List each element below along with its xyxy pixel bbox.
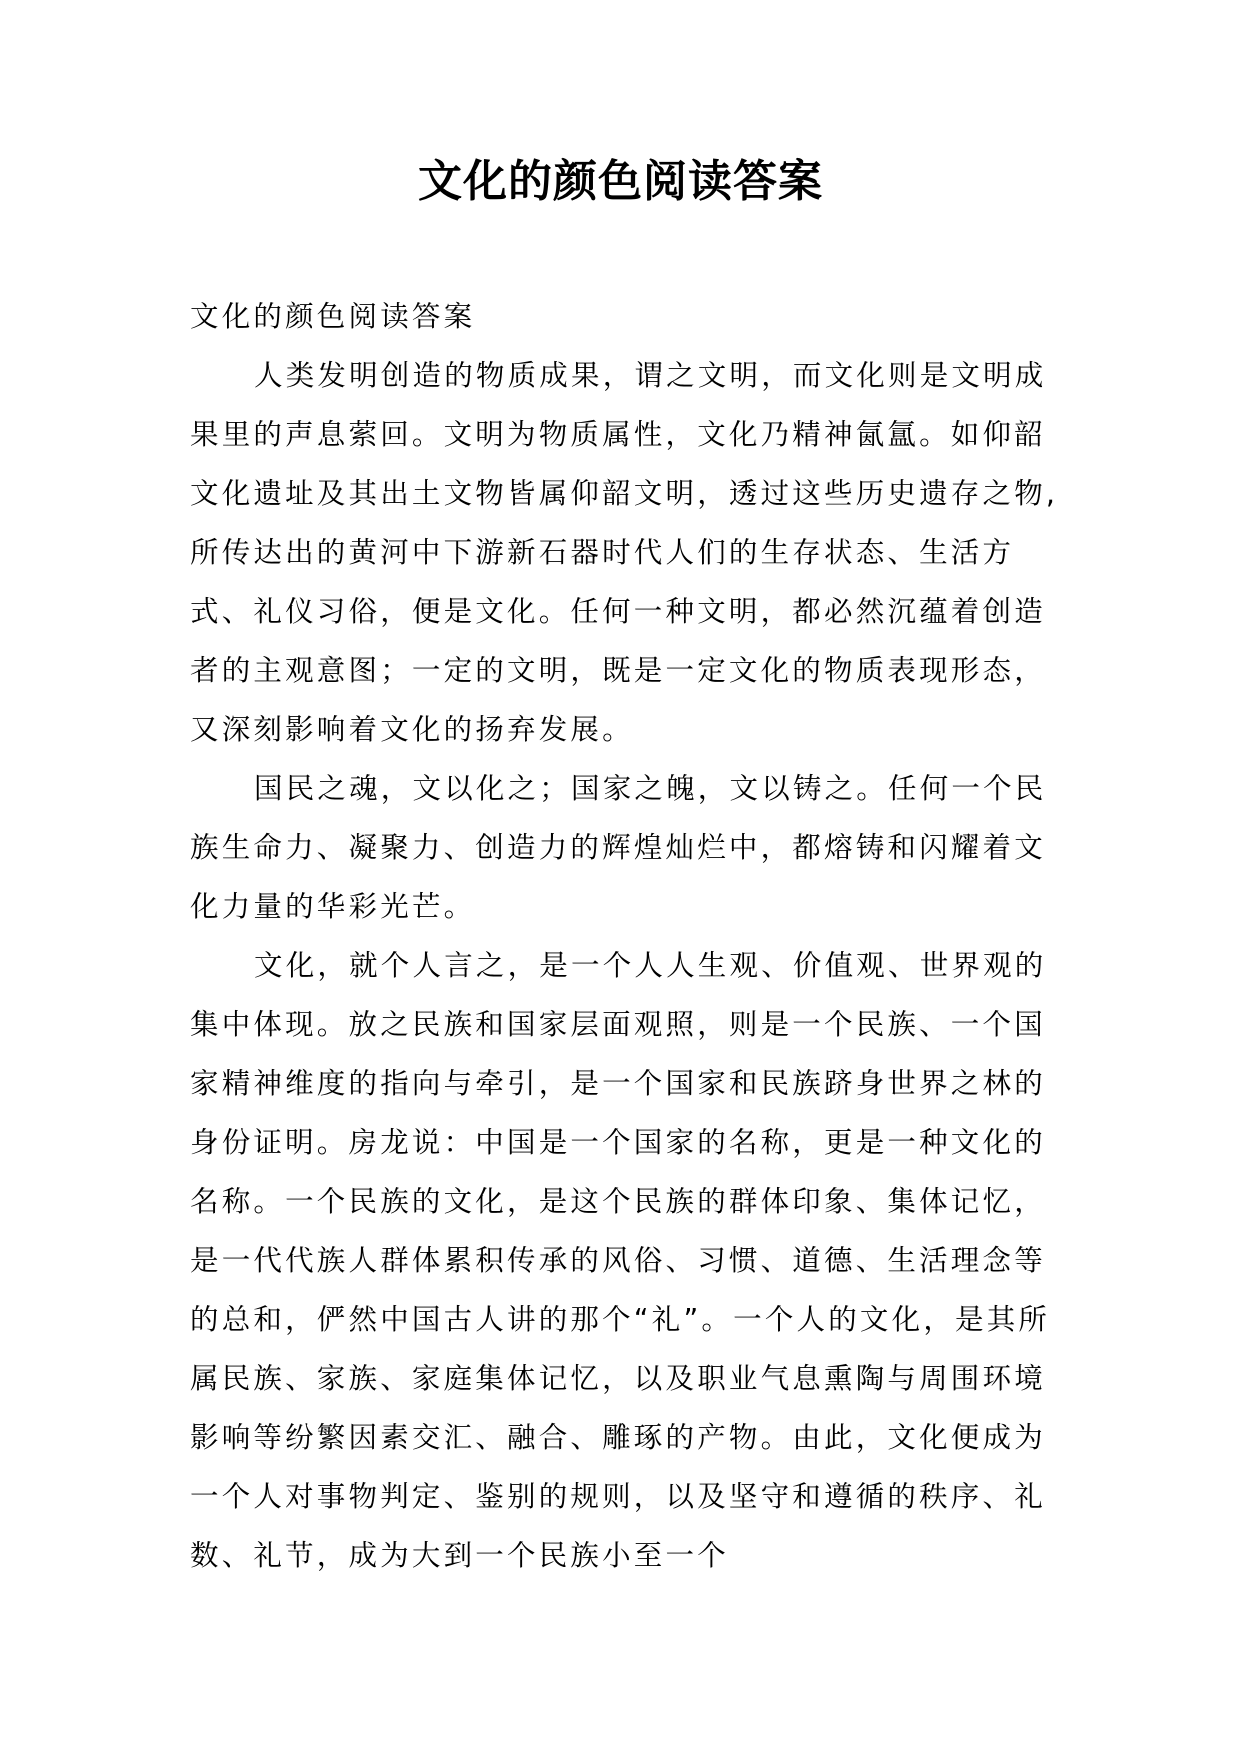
paragraph-2: 国民之魂，文以化之；国家之魄，文以铸之。任何一个民族生命力、凝聚力、创造力的辉煌灿烂中，都熔铸和闪耀着文化力量的华彩光芒。: [190, 772, 1047, 923]
paragraph-1: 人类发明创造的物质成果，谓之文明，而文化则是文明成果里的声息萦回。文明为物质属性，文化乃精神氤氲。如仰韶文化遗址及其出土文物皆属仰韶文明，透过这些历史遗存之物,所传达出的黄河中下游新石器时代人们的生存状态、生活方式、礼仪习俗，便是文化。任何一种文明，都必然沉蕴着创造者的主观意图；一定的文明，既是一定文化的物质表现形态，又深刻影响着文化的扬弃发展。: [190, 359, 1059, 746]
document-title: 文化的颜色阅读答案: [418, 156, 823, 207]
document-subtitle: 文化的颜色阅读答案: [190, 300, 476, 333]
paragraph-3: 文化，就个人言之，是一个人人生观、价值观、世界观的集中体现。放之民族和国家层面观照，则是一个民族、一个国家精神维度的指向与牵引，是一个国家和民族跻身世界之林的身份证明。房龙说：中国是一个国家的名称，更是一种文化的名称。一个民族的文化，是这个民族的群体印象、集体记忆，是一代代族人群体累积传承的风俗、习惯、道德、生活理念等的总和，俨然中国古人讲的那个“礼”。一个人的文化，是其所属民族、家族、家庭集体记忆，以及职业气息熏陶与周围环境影响等纷繁因素交汇、融合、雕琢的产物。由此，文化便成为一个人对事物判定、鉴别的规则，以及坚守和遵循的秩序、礼数、礼节，成为大到一个民族小至一个: [190, 949, 1051, 1572]
document-body: [190, 287, 1060, 1585]
